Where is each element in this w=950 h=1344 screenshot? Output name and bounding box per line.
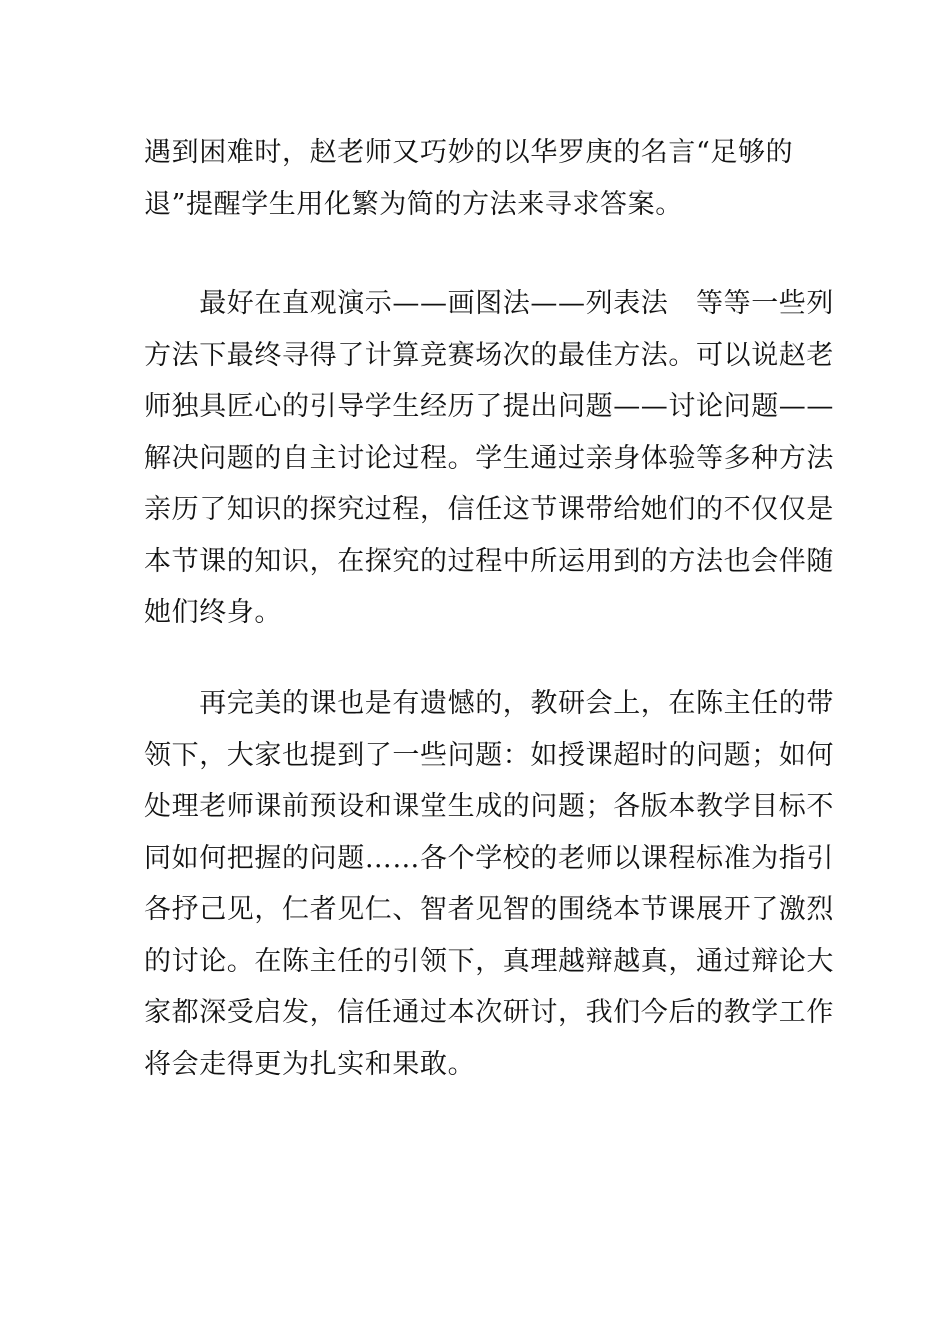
paragraph-line: 家都深受启发，信任通过本次研讨，我们今后的教学工作 xyxy=(144,997,834,1028)
paragraph-line: 各抒己见，仁者见仁、智者见智的围绕本节课展开了激烈 xyxy=(144,894,834,925)
paragraph-line: 将会走得更为扎实和果敢。 xyxy=(144,1048,476,1080)
paragraph-line: 本节课的知识，在探究的过程中所运用到的方法也会伴随 xyxy=(144,545,834,577)
paragraph-2 xyxy=(144,278,834,639)
paragraph-line: 她们终身。 xyxy=(144,597,282,628)
paragraph-line: 遇到困难时，赵老师又巧妙的以华罗庚的名言“足够的 xyxy=(144,137,794,168)
paragraph-line: 再完美的课也是有遗憾的，教研会上，在陈主任的带 xyxy=(144,688,834,719)
paragraph-line: 亲历了知识的探究过程，信任这节课带给她们的不仅仅是 xyxy=(144,494,834,525)
paragraph-line: 方法下最终寻得了计算竞赛场次的最佳方法。可以说赵老 xyxy=(144,339,834,371)
paragraph-line: 最好在直观演示——画图法——列表法 等等一些列 xyxy=(144,288,834,319)
paragraph-line: 退”提醒学生用化繁为简的方法来寻求答案。 xyxy=(144,188,683,220)
paragraph-line: 领下，大家也提到了一些问题：如授课超时的问题；如何 xyxy=(144,739,834,771)
paragraph-line: 同如何把握的问题……各个学校的老师以课程标准为指引 xyxy=(144,842,834,874)
paragraph-1 xyxy=(144,127,806,230)
paragraph-line: 解决问题的自主讨论过程。学生通过亲身体验等多种方法 xyxy=(144,442,834,474)
paragraph-3 xyxy=(144,678,834,1090)
paragraph-line: 的讨论。在陈主任的引领下，真理越辩越真，通过辩论大 xyxy=(144,945,834,977)
paragraph-line: 处理老师课前预设和课堂生成的问题；各版本教学目标不 xyxy=(144,791,834,822)
paragraph-line: 师独具匠心的引导学生经历了提出问题——讨论问题—— xyxy=(144,391,834,422)
